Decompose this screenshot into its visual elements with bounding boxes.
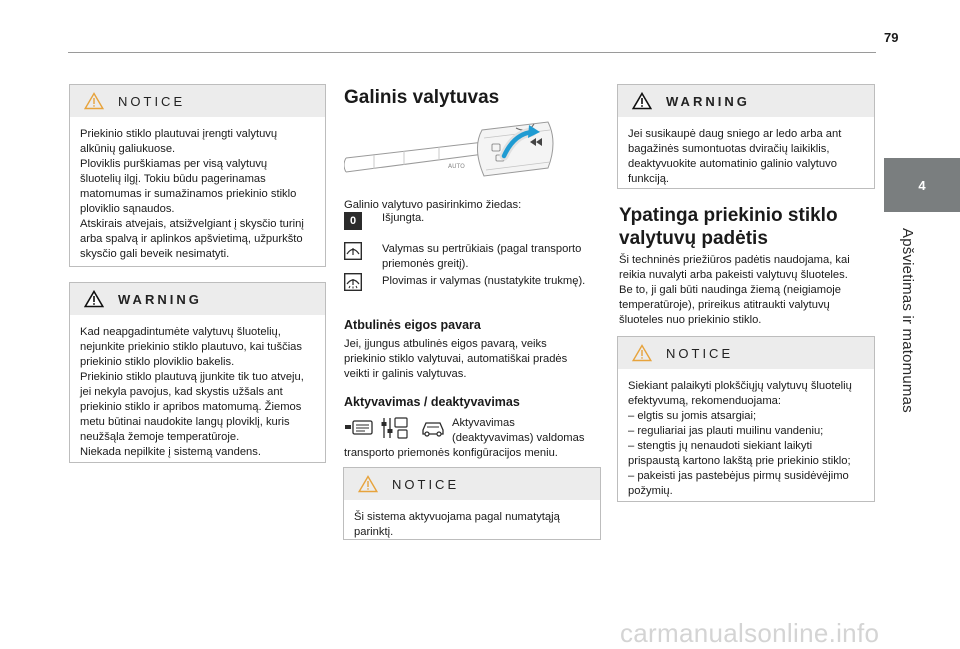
text-line: jei nekyla pavojus, kad skystis užšals ant <box>80 386 283 398</box>
notice-body <box>70 117 325 270</box>
notice-header <box>70 85 325 117</box>
text-line: Priekinio stiklo plautuvą įjunkite tik tuo atveju, <box>80 371 304 383</box>
text-line: Be to, ji gali būti naudinga žiemą (neigiamoje <box>619 284 842 296</box>
warning-triangle-icon <box>632 92 652 110</box>
reverse-gear-heading: Atbulinės eigos pavara <box>344 318 481 332</box>
warning-title: WARNING <box>118 291 202 307</box>
wiper-stalk-illustration <box>344 112 556 190</box>
text-line: Ploviklis purškiamas per visą valytuvų <box>80 158 268 170</box>
text-line: Siekiant palaikyti plokščiųjų valytuvų šluotelių <box>628 380 852 392</box>
list-item: – stengtis jų nenaudoti siekiant laikyti <box>628 440 813 452</box>
notice-triangle-icon <box>358 475 378 493</box>
text-line: priekinio stiklo valytuvai, automatiškai pradės <box>344 353 568 365</box>
warning-body <box>618 117 874 195</box>
text-line: nejunkite priekinio stiklo plautuvo, kai tuščias <box>80 341 303 353</box>
intermittent-wipe-icon <box>344 242 362 260</box>
svg-text:AUTO: AUTO <box>448 163 465 170</box>
text-line: Priekinio stiklo plautuvai įrengti valytuvų <box>80 128 278 140</box>
text-line: priekinio stiklo ir apribos matomumą. Žiemos <box>80 401 302 413</box>
config-menu-icon <box>344 418 374 440</box>
text-line: priemonės greitį). <box>382 258 469 270</box>
notice-body <box>618 369 874 507</box>
heading-line: valytuvų padėtis <box>619 228 768 249</box>
selector-label: Galinio valytuvo pasirinkimo žiedas: <box>344 199 522 211</box>
list-item: – pakeisti jas pastebėjus pirmų susidėvėjimo <box>628 470 849 482</box>
text-line: (deaktyvavimas) valdomas <box>452 432 585 444</box>
text-line: Aktyvavimas <box>452 417 515 429</box>
notice-box-washer <box>69 84 326 267</box>
warning-body <box>70 315 325 468</box>
text-line: metu būtinai naudokite langų ploviklį, kuris <box>80 416 290 428</box>
notice-title: NOTICE <box>118 93 186 109</box>
notice-title: NOTICE <box>666 345 734 361</box>
chapter-tab[interactable]: 4 <box>884 158 960 212</box>
service-position-text <box>619 253 850 328</box>
text-line: bagažinės sumontuotas dviračių laikiklis, <box>628 143 830 155</box>
text-line: neužšąla žemoje temperatūroje. <box>80 431 240 443</box>
text-line: funkciją. <box>628 173 670 185</box>
warning-title: WARNING <box>666 93 750 109</box>
notice-box-blades <box>617 336 875 502</box>
text-line: temperatūroje), prireikus atitraukti valytuvų <box>619 299 830 311</box>
text-line: parinktį. <box>354 526 394 538</box>
text-line: veikti ir galinis valytuvas. <box>344 368 467 380</box>
notice-title: NOTICE <box>392 476 460 492</box>
text-line: šluotelių ilgį. Tokiu būdu pagerinamas <box>80 173 266 185</box>
warning-triangle-icon <box>84 290 104 308</box>
warning-box-washer <box>69 282 326 463</box>
reverse-gear-text <box>344 337 567 382</box>
option-wash-label: Plovimas ir valymas (nustatykite trukmę). <box>382 275 586 287</box>
option-intermittent-label <box>382 242 581 272</box>
page-number: 79 <box>884 30 899 45</box>
text-line: požymių. <box>628 485 673 497</box>
settings-sliders-icon <box>380 416 410 440</box>
notice-header <box>344 468 600 500</box>
text-line: Valymas su pertrūkiais (pagal transporto <box>382 243 582 255</box>
activation-text <box>452 416 584 446</box>
section-heading-service-position <box>619 204 838 250</box>
notice-box-default <box>343 467 601 540</box>
text-line: Jei, įjungus atbulinės eigos pavarą, veiks <box>344 338 547 350</box>
watermark: carmanualsonline.info <box>620 618 880 648</box>
option-off-label: Išjungta. <box>382 212 425 224</box>
text-line: ploviklio sąnaudos. <box>80 203 175 215</box>
activation-heading: Aktyvavimas / deaktyvavimas <box>344 395 520 409</box>
heading-line: Ypatinga priekinio stiklo <box>619 205 838 226</box>
text-line: efektyvumą, rekomenduojama: <box>628 395 781 407</box>
text-line: alkūnių galiukuose. <box>80 143 176 155</box>
notice-triangle-icon <box>84 92 104 110</box>
chapter-title: Apšvietimas ir matomumas <box>899 228 916 413</box>
car-icon <box>420 419 446 437</box>
activation-text-tail: transporto priemonės konfigūracijos meniu. <box>344 447 558 459</box>
notice-header <box>618 337 874 369</box>
text-line: Niekada nepilkite į sistemą vandens. <box>80 446 261 458</box>
text-line: Ši techninės priežiūros padėtis naudojama, kai <box>619 254 850 266</box>
text-line: Jei susikaupė daug sniego ar ledo arba ant <box>628 128 842 140</box>
warning-header <box>618 85 874 117</box>
section-heading-rear-wiper: Galinis valytuvas <box>344 87 500 108</box>
text-line: skysčio gali beveik nesimatyti. <box>80 248 230 260</box>
text-line: deaktyvuokite automatinio galinio valytuvo <box>628 158 837 170</box>
list-item: – elgtis su jomis atsargiai; <box>628 410 757 422</box>
text-line: Ši sistema aktyvuojama pagal numatytąją <box>354 511 560 523</box>
text-line: reikia nuvalyti arba pakeisti valytuvų šluoteles. <box>619 269 848 281</box>
text-line: arba spalvą ir aplinkos apšvietimą, užpurkšto <box>80 233 303 245</box>
text-line: šluoteles nuo priekinio stiklo. <box>619 314 762 326</box>
text-line: prispaustą kartono lakštą prie priekinio stiklo; <box>628 455 851 467</box>
text-line: priekinio stiklo ploviklio bakelis. <box>80 356 235 368</box>
warning-box-snow <box>617 84 875 189</box>
warning-header <box>70 283 325 315</box>
text-line: Atskirais atvejais, atsižvelgiant į skysčio turinį <box>80 218 304 230</box>
header-rule <box>68 52 876 53</box>
notice-body <box>344 500 600 548</box>
wiper-off-icon: 0 <box>344 212 362 230</box>
notice-triangle-icon <box>632 344 652 362</box>
text-line: Kad neapgadintumėte valytuvų šluotelių, <box>80 326 281 338</box>
text-line: matomumas ir sumažinamos priekinio stiklo <box>80 188 297 200</box>
wash-wipe-icon <box>344 273 362 291</box>
list-item: – reguliariai jas plauti muilinu vandeniu; <box>628 425 824 437</box>
